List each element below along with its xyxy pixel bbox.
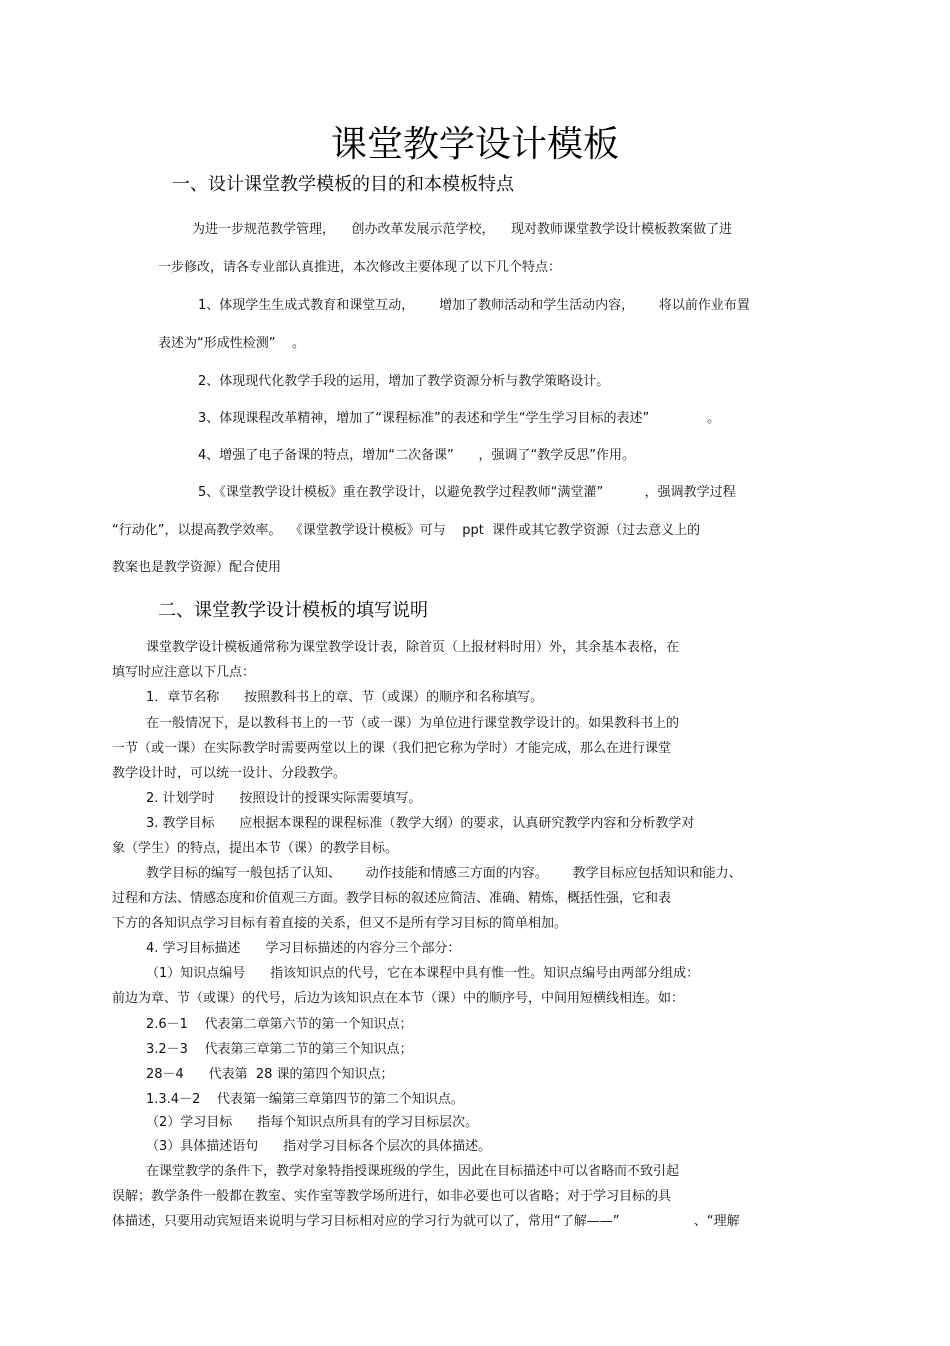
section-heading: 一、设计课堂教学模板的目的和本模板特点 [172,174,514,195]
paragraph-line: 28－4 代表第 28 课的第四个知识点； [146,1067,394,1082]
paragraph-line: 1、体现学生生成式教育和课堂互动， 增加了教师活动和学生活动内容， 将以前作业布置 [198,298,750,313]
paragraph-line: 1.3.4－2 代表第一编第三章第四节的第二个知识点。 [146,1092,464,1107]
paragraph-line: 1．章节名称 按照教科书上的章、节（或课）的顺序和名称填写。 [146,690,544,705]
paragraph-line: 体描述，只要用动宾短语来说明与学习目标相对应的学习行为就可以了，常用“了解——” 、“理解 [112,1214,740,1229]
paragraph-line: （3）具体描述语句 指对学习目标各个层次的具体描述。 [146,1139,492,1154]
paragraph-line: 下方的各知识点学习目标有着直接的关系，但又不是所有学习目标的简单相加。 [112,916,568,931]
paragraph-line: 教学设计时，可以统一设计、分段教学。 [112,766,347,781]
paragraph-line: （1）知识点编号 指该知识点的代号，它在本课程中具有惟一性。知识点编号由两部分组成： [146,966,700,981]
paragraph-line: 前边为章、节（或课）的代号，后边为该知识点在本节（课）中的顺序号，中间用短横线相连。如： [112,991,685,1006]
paragraph-line: 教学目标的编写一般包括了认知、 动作技能和情感三方面的内容。 教学目标应包括知识和能力、 [146,866,742,881]
paragraph-line: 一步修改，请各专业部认真推进，本次修改主要体现了以下几个特点： [158,260,562,275]
paragraph-line: 象（学生）的特点，提出本节（课）的教学目标。 [112,841,399,856]
paragraph-line: 2、体现现代化教学手段的运用，增加了教学资源分析与教学策略设计。 [198,374,610,389]
paragraph-line: 4、增强了电子备课的特点，增加“二次备课” ，强调了“教学反思”作用。 [198,448,636,463]
section-heading: 二、课堂教学设计模板的填写说明 [158,600,428,621]
paragraph-line: 2. 计划学时 按照设计的授课实际需要填写。 [146,791,422,806]
paragraph-line: 2.6－1 代表第二章第六节的第一个知识点； [146,1017,413,1032]
paragraph-line: 一节（或一课）在实际教学时需要两堂以上的课（我们把它称为学时）才能完成，那么在进行课堂 [112,741,672,756]
paragraph-line: 教案也是教学资源）配合使用 [112,560,282,575]
paragraph-line: 在课堂教学的条件下，教学对象特指授课班级的学生，因此在目标描述中可以省略而不致引起 [146,1164,680,1179]
paragraph-line: “行动化”，以提高教学效率。 《课堂教学设计模板》可与 ppt 课件或其它教学资源（过去意义上的 [112,523,701,538]
paragraph-line: 表述为“形成性检测” 。 [158,336,305,351]
paragraph-line: 在一般情况下，是以教科书上的一节（或一课）为单位进行课堂教学设计的。如果教科书上的 [146,716,680,731]
paragraph-line: 过程和方法、情感态度和价值观三方面。教学目标的叙述应简洁、准确、精炼，概括性强，它和表 [112,891,672,906]
paragraph-line: 4. 学习目标描述 学习目标描述的内容分三个部分： [146,941,461,956]
paragraph-line: 3. 教学目标 应根据本课程的课程标准（教学大纲）的要求，认真研究教学内容和分析教学对 [146,816,695,831]
paragraph-line: （2）学习目标 指每个知识点所具有的学习目标层次。 [146,1115,479,1130]
paragraph-line: 3.2－3 代表第三章第二节的第三个知识点； [146,1042,413,1057]
paragraph-line: 为进一步规范教学管理， 创办改革发展示范学校， 现对教师课堂教学设计模板教案做了进 [192,222,733,237]
paragraph-line: 课堂教学设计模板通常称为课堂教学设计表，除首页（上报材料时用）外，其余基本表格，在 [146,640,680,655]
paragraph-line: 填写时应注意以下几点： [112,665,256,680]
paragraph-line: 3、体现课程改革精神，增加了“课程标准”的表述和学生“学生学习目标的表述” 。 [198,411,721,426]
paragraph-line: 误解；教学条件一般都在教室、实作室等教学场所进行，如非必要也可以省略；对于学习目标的具 [112,1189,672,1204]
paragraph-line: 5、《课堂教学设计模板》重在教学设计，以避免教学过程教师“满堂灌” ，强调教学过程 [198,485,736,500]
page-title: 课堂教学设计模板 [330,124,619,165]
